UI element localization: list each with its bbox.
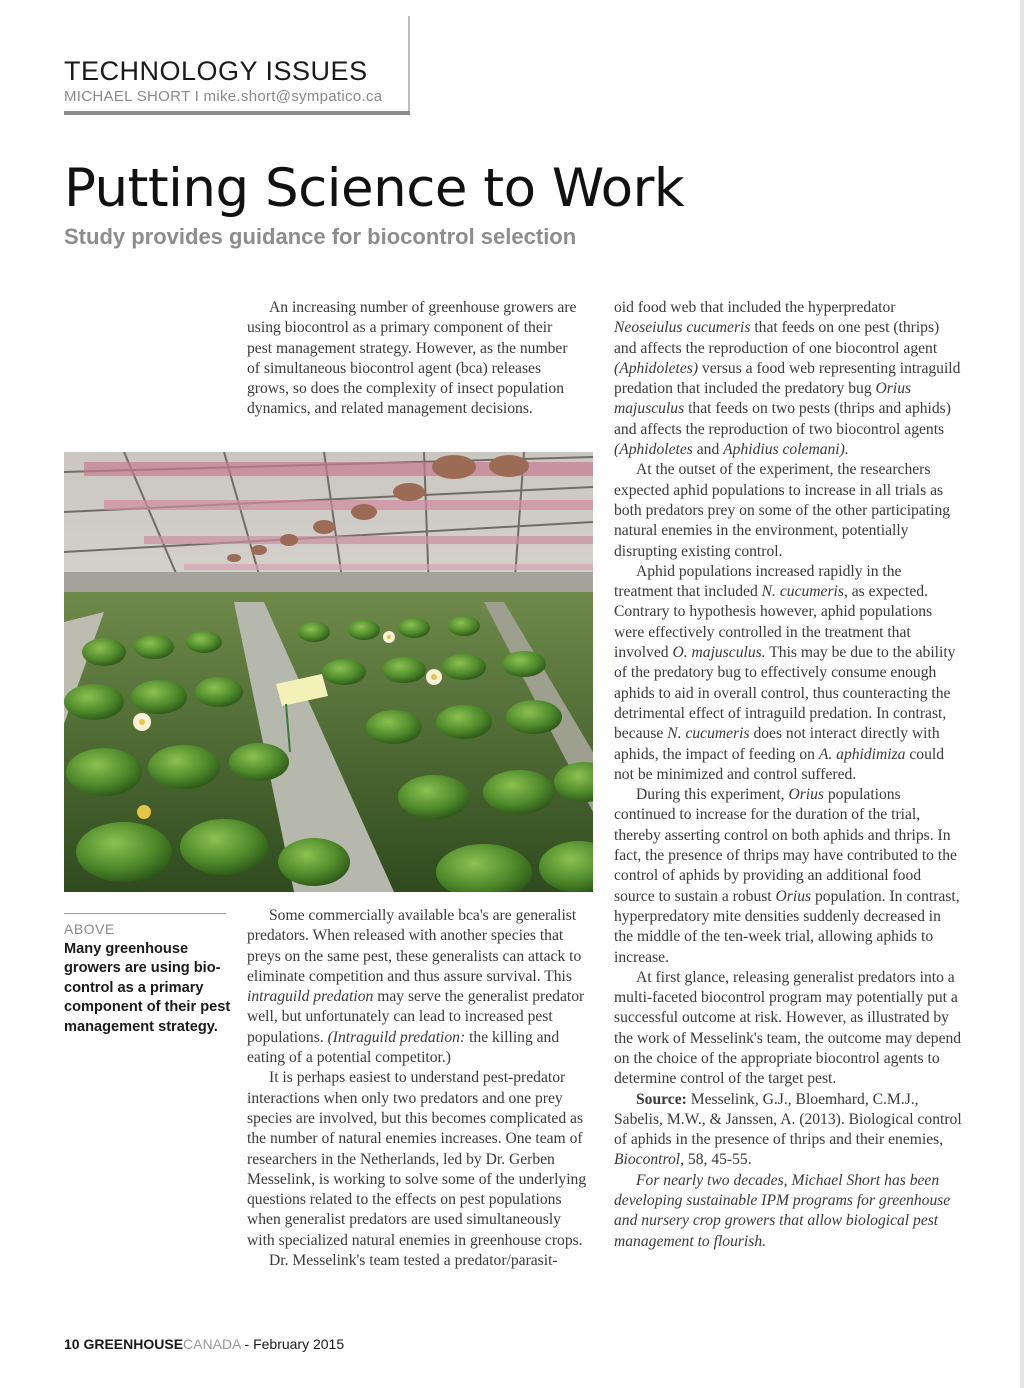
greenhouse-photo-icon — [64, 452, 593, 892]
right-paragraph-2: At the outset of the experiment, the researchers expected aphid populations to increase in all trials as both predators prey on some of the other participating natural enemies in the environment, potentially disrupting existing control. — [614, 461, 951, 560]
italic-term: intraguild predation — [247, 988, 374, 1006]
right-paragraph-1 — [614, 298, 962, 460]
right-paragraph-5: At first glance, releasing generalist predators into a multi-faceted biocontrol program may potentially put a successful outcome at risk. However, as illustrated by the work of Messelink's team, the outcome may depend on the choice of the appropriate biocontrol agents to determine control of the target pest. — [614, 968, 962, 1088]
text-span: Some commercially available bca's are generalist predators. When released with another species that preys on the same pest, these generalists can attack to eliminate competition and thus assure survival. This — [247, 907, 582, 985]
text-span: may serve the generalist predator well, but unfortunately can lead to increased pest populations. — [247, 988, 585, 1046]
author-byline: MICHAEL SHORT I mike.short@sympatico.ca — [64, 88, 383, 105]
italic-term: Biocontrol, — [614, 1151, 685, 1169]
author-bio-text: For nearly two decades, Michael Short has been developing sustainable IPM programs for greenhouse and nursery crop growers that allow biological pest management to flourish. — [614, 1171, 951, 1250]
text-span: Messelink, G.J., Bloemhard, C.M.J., Sabelis, M.W., & Janssen, A. (2013). Biological control of aphids in the presence of thrips and their enemies, — [614, 1090, 962, 1149]
text-span: and — [692, 441, 724, 459]
page-footer — [64, 1336, 344, 1352]
section-label: TECHNOLOGY ISSUES — [64, 56, 368, 86]
italic-term: Orius majusculus — [614, 380, 912, 418]
text-span: could not be minimized and control suffered. — [614, 745, 945, 783]
italic-term: N. cucumeris — [667, 725, 750, 743]
text-span: the killing and eating of a potential competitor.) — [247, 1028, 560, 1067]
issue-date: - February 2015 — [244, 1336, 345, 1352]
text-span: does not interact directly with aphids, the impact of feeding on — [614, 725, 940, 763]
right-column — [614, 298, 962, 1252]
text-span: populations continued to increase for the duration of the trial, thereby asserting control on both aphids and thrips. In fact, the presence of thrips may have contributed to the control of aphids by providing an additional food source to sustain a robust — [614, 786, 957, 905]
italic-term: (Intraguild predation: — [327, 1028, 466, 1046]
italic-term: A. aphidimiza — [818, 745, 906, 763]
author-bio — [614, 1171, 962, 1252]
header-divider-vertical — [408, 16, 410, 115]
text-span: that feeds on one pest (thrips) and affects the reproduction of one biocontrol agent — [614, 319, 940, 357]
article-subtitle: Study provides guidance for biocontrol selection — [64, 224, 577, 249]
right-paragraph-4 — [614, 785, 962, 968]
text-span: During this experiment, — [636, 786, 789, 804]
caption-rule — [64, 913, 226, 914]
caption-text: Many greenhouse growers are using bio-control as a primary component of their pest management strategy. — [64, 941, 231, 1035]
page-edge — [1020, 0, 1024, 1388]
italic-term: Neoseiulus cucumeris — [614, 319, 751, 337]
text-span: Aphid populations increased rapidly in the treatment that included — [614, 562, 902, 601]
middle-paragraph-3: Dr. Messelink's team tested a predator/parasit- — [269, 1252, 558, 1270]
italic-term: Aphidius colemani). — [723, 441, 849, 459]
publication-name-suffix: CANADA — [183, 1336, 241, 1352]
italic-term: N. cucumeris, — [761, 583, 848, 601]
middle-column — [247, 906, 587, 1271]
text-span: as expected. Contrary to hypothesis however, aphid populations were effectively controlled in the treatment that involved — [614, 583, 933, 662]
text-span: population. In contrast, hyperpredatory mite densities suddenly decreased in the middle of the ten-week trial, allowing aphids to increase. — [614, 887, 960, 966]
text-span: This may be due to the ability of the predatory bug to effectively consume enough aphids to aid in overall control, thus counteracting the detrimental effect of intraguild predation. In contrast, because — [614, 644, 956, 743]
text-span: 58, 45-55. — [684, 1151, 752, 1169]
italic-term: (Aphidoletes) — [614, 359, 699, 377]
italic-term: O. majusculus. — [672, 644, 766, 662]
italic-term: Orius — [788, 786, 824, 804]
source-citation — [614, 1090, 962, 1171]
intro-paragraph — [247, 298, 577, 420]
intro-text: An increasing number of greenhouse growers are using biocontrol as a primary component of their pest management strategy. However, as the number of simultaneous biocontrol agent (bca) releases grows, so does the complexity of insect population dynamics, and related management decisions. — [247, 299, 577, 418]
header-rule — [64, 111, 410, 115]
article-title: Putting Science to Work — [64, 158, 685, 219]
greenhouse-photo — [64, 452, 593, 892]
right-paragraph-3 — [614, 562, 962, 785]
text-span: oid food web that included the hyperpredator — [614, 299, 896, 316]
page-number: 10 — [64, 1336, 80, 1352]
middle-paragraph-1 — [247, 906, 587, 1068]
italic-term: Orius — [775, 887, 812, 905]
caption-label: ABOVE — [64, 921, 115, 937]
source-label: Source: — [636, 1090, 687, 1108]
text-span: versus a food web representing intraguild predation that included the predatory bug — [614, 359, 961, 398]
text-span: that feeds on two pests (thrips and aphids) and affects the reproduction of two biocontrol agents — [614, 400, 951, 438]
italic-term: (Aphidoletes — [614, 441, 693, 459]
middle-paragraph-2: It is perhaps easiest to understand pest-predator interactions when only two predators and one prey species are involved, but this becomes complicated as the number of natural enemies increases. One team of researchers in the Netherlands, led by Dr. Gerben Messelink, is working to solve some of the underlying questions related to the effects on pest populations when generalist predators are used simultaneously with specialized natural enemies in greenhouse crops. — [247, 1069, 587, 1249]
publication-name: GREENHOUSE — [83, 1336, 184, 1352]
